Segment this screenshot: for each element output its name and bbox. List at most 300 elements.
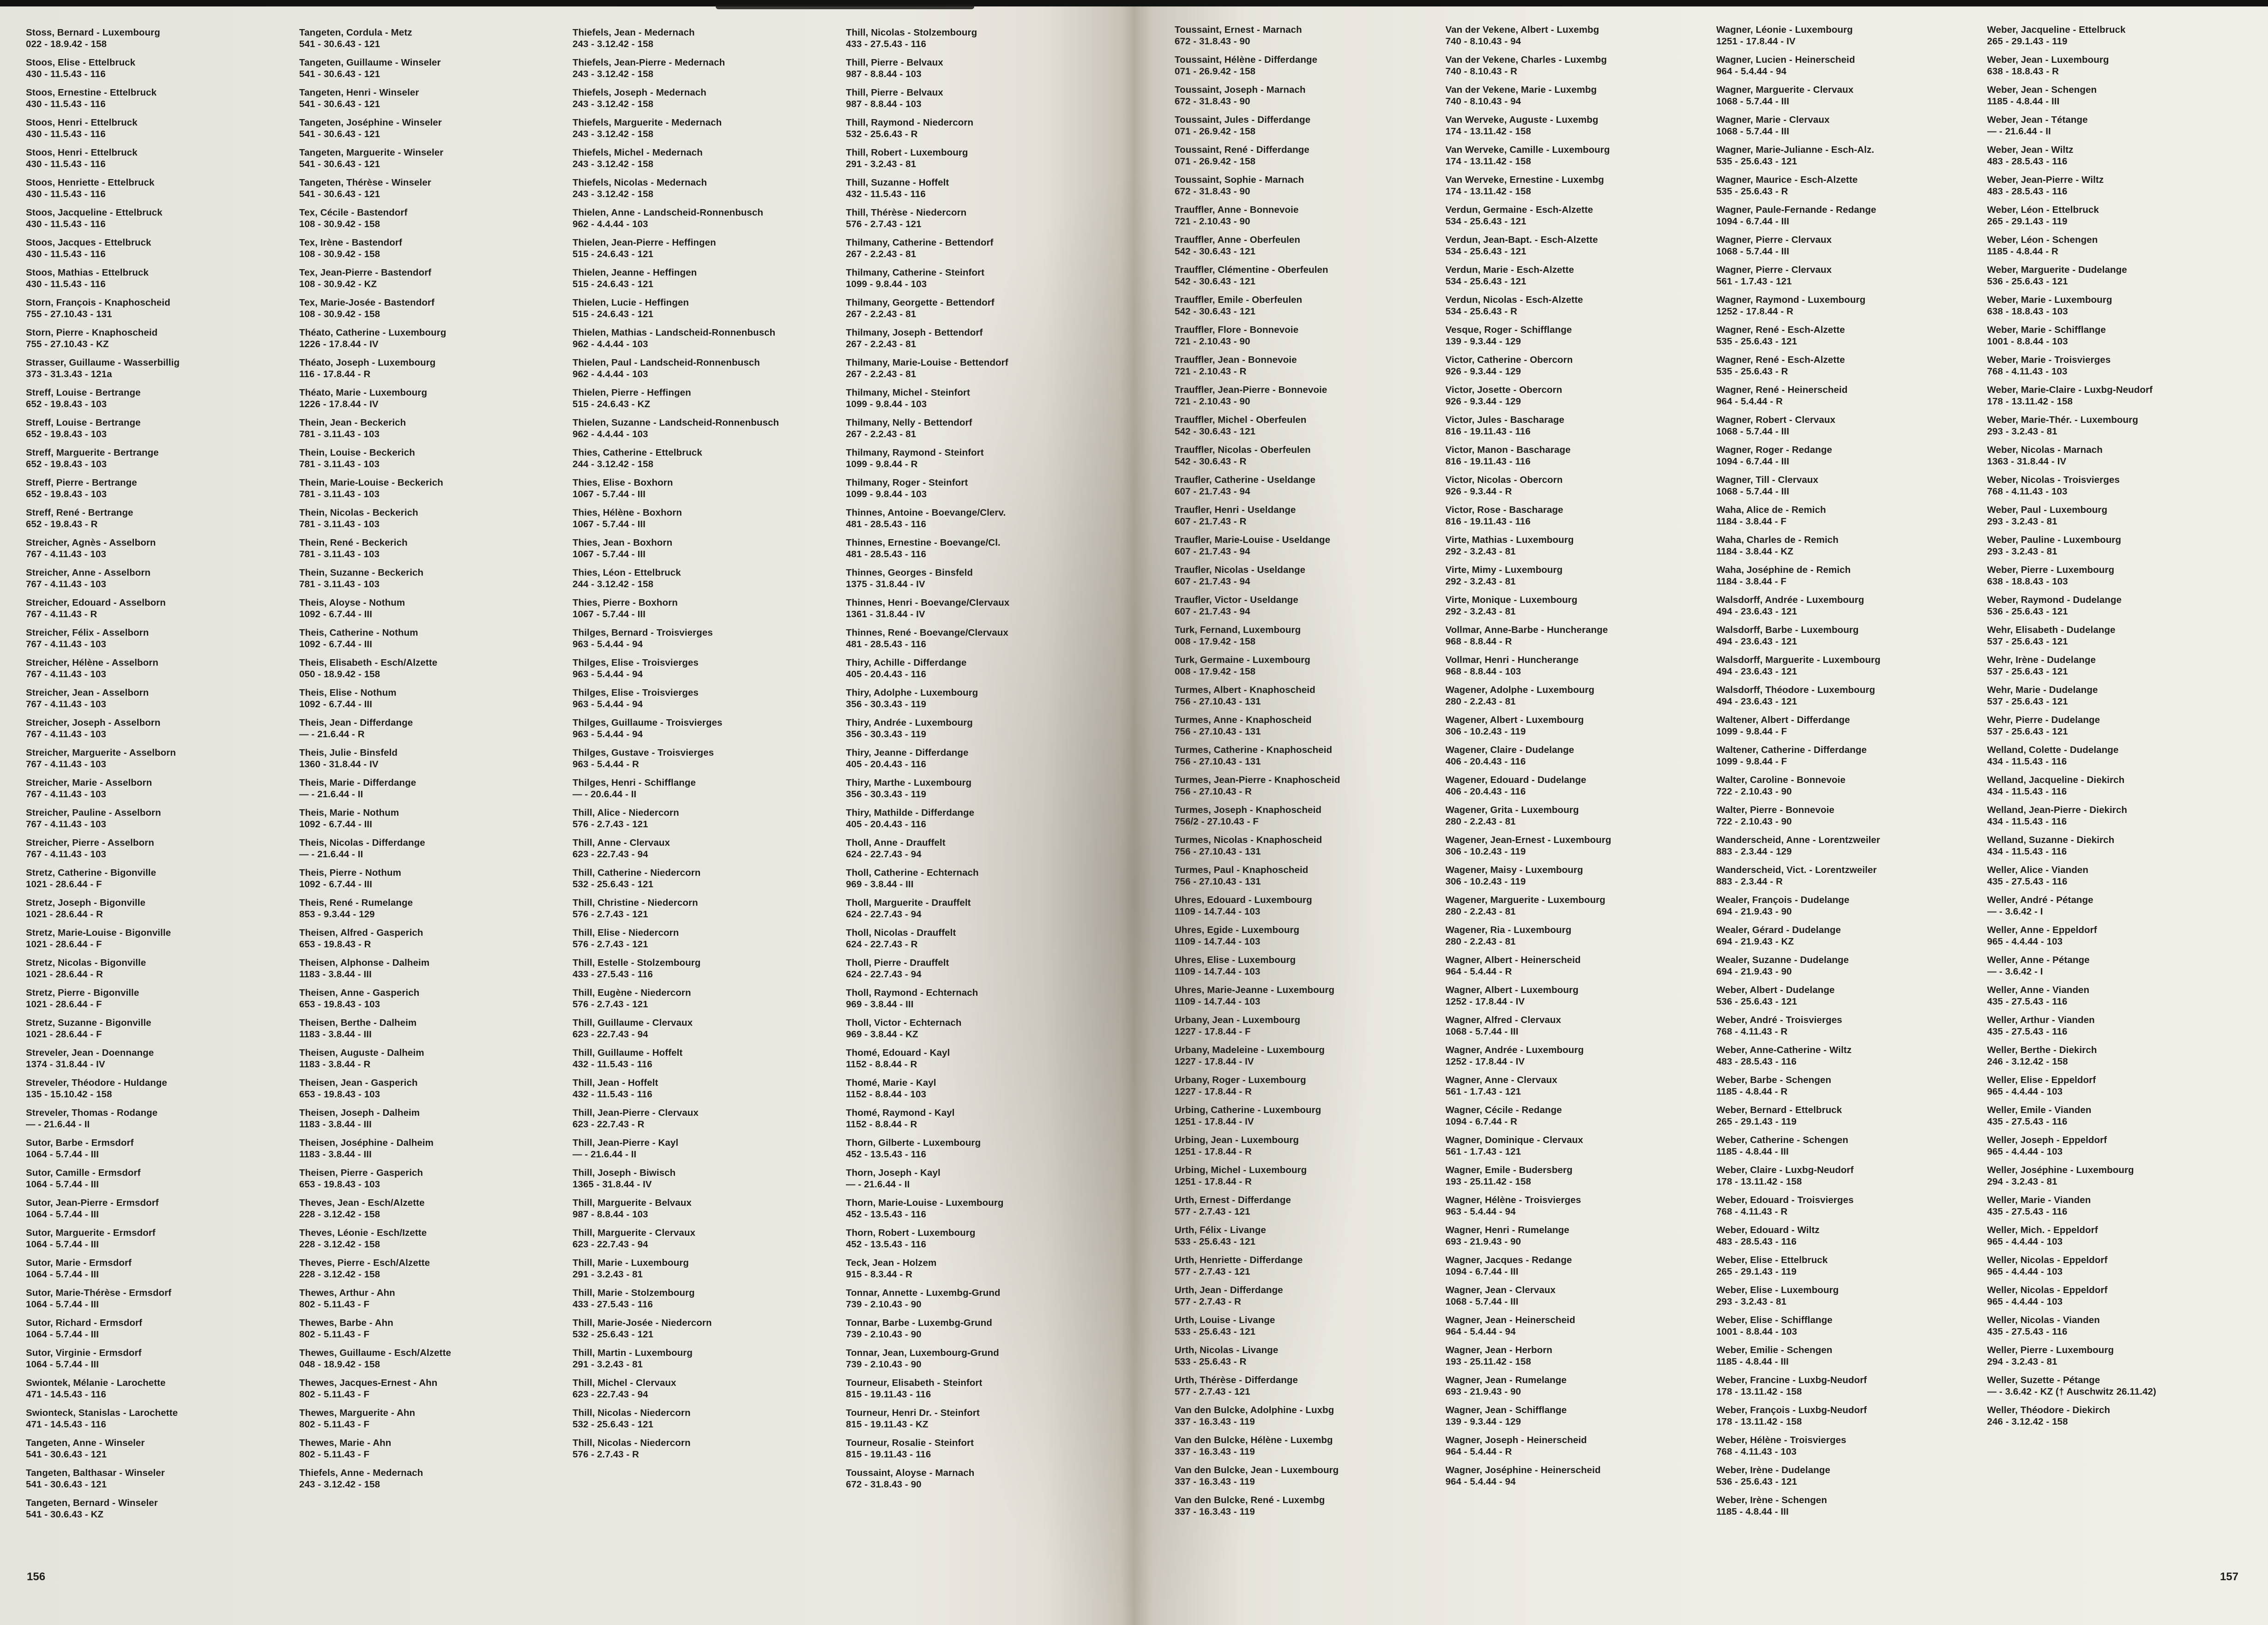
register-entry bbox=[1175, 1374, 1434, 1397]
register-entry bbox=[1446, 924, 1705, 947]
entry-number-date-camp: 435 - 27.5.43 - 116 bbox=[1987, 1026, 2068, 1037]
entry-number-date-camp: 1064 - 5.7.44 - III bbox=[26, 1359, 99, 1370]
register-entry bbox=[846, 1287, 1107, 1310]
entry-name-place: Thill, Pierre - Belvaux bbox=[846, 87, 943, 98]
entry-name-place: Thinnes, René - Boevange/Clervaux bbox=[846, 627, 1008, 638]
register-entry bbox=[846, 207, 1107, 230]
entry-number-date-camp: 139 - 9.3.44 - 129 bbox=[1445, 1416, 1521, 1427]
entry-number-date-camp: 781 - 3.11.43 - 103 bbox=[299, 579, 380, 590]
entry-number-date-camp: 781 - 3.11.43 - 103 bbox=[299, 489, 380, 500]
register-entry bbox=[1716, 834, 1975, 857]
entry-name-place: Tangeten, Cordula - Metz bbox=[299, 27, 412, 38]
entry-number-date-camp: 537 - 25.6.43 - 121 bbox=[1987, 636, 2068, 647]
entry-number-date-camp: 337 - 16.3.43 - 119 bbox=[1175, 1416, 1255, 1427]
entry-name-place: Streicher, Hélène - Asselborn bbox=[26, 657, 158, 668]
entry-name-place: Sutor, Marie - Ermsdorf bbox=[26, 1258, 132, 1268]
entry-number-date-camp: 048 - 18.9.42 - 158 bbox=[299, 1359, 380, 1370]
register-entry bbox=[26, 537, 287, 560]
entry-name-place: Wealer, François - Dudelange bbox=[1716, 895, 1850, 905]
entry-number-date-camp: 756 - 27.10.43 - 131 bbox=[1175, 726, 1261, 737]
register-entry bbox=[26, 567, 287, 590]
entry-number-date-camp: 434 - 11.5.43 - 116 bbox=[1987, 786, 2067, 797]
register-entry bbox=[299, 1407, 561, 1430]
entry-number-date-camp: 768 - 4.11.43 - 103 bbox=[1716, 1446, 1797, 1457]
entry-number-date-camp: 652 - 19.8.43 - 103 bbox=[26, 489, 107, 500]
entry-name-place: Storn, François - Knaphoscheid bbox=[26, 297, 170, 308]
register-entry bbox=[26, 777, 287, 800]
register-entry bbox=[1987, 534, 2246, 557]
entry-name-place: Weber, Claire - Luxbg-Neudorf bbox=[1716, 1165, 1854, 1175]
register-entry bbox=[1175, 444, 1434, 467]
entry-name-place: Thein, Louise - Beckerich bbox=[299, 447, 415, 458]
register-entry bbox=[1175, 474, 1434, 497]
register-entry bbox=[1987, 174, 2246, 197]
column-5 bbox=[1175, 24, 1434, 1545]
entry-name-place: Wagener, Edouard - Dudelange bbox=[1445, 775, 1586, 785]
entry-number-date-camp: 1092 - 6.7.44 - III bbox=[299, 879, 373, 890]
entry-number-date-camp: 174 - 13.11.42 - 158 bbox=[1445, 186, 1532, 197]
entry-number-date-camp: 964 - 5.4.44 - 94 bbox=[1445, 1476, 1516, 1487]
register-entry bbox=[26, 627, 287, 650]
register-entry bbox=[299, 327, 561, 350]
entry-name-place: Thill, Marie - Stolzembourg bbox=[573, 1288, 695, 1298]
entry-number-date-camp: 721 - 2.10.43 - 90 bbox=[1175, 336, 1250, 347]
entry-number-date-camp: 1361 - 31.8.44 - IV bbox=[846, 609, 925, 620]
entry-name-place: Théato, Marie - Luxembourg bbox=[299, 387, 428, 398]
entry-name-place: Weller, Emile - Vianden bbox=[1987, 1105, 2092, 1115]
entry-number-date-camp: 1068 - 5.7.44 - III bbox=[1716, 486, 1790, 497]
entry-name-place: Van der Vekene, Charles - Luxembg bbox=[1445, 54, 1607, 65]
pages-container bbox=[0, 6, 2268, 1625]
register-entry bbox=[1446, 504, 1705, 527]
entry-name-place: Thiry, Mathilde - Differdange bbox=[846, 807, 975, 818]
entry-number-date-camp: 193 - 25.11.42 - 158 bbox=[1445, 1356, 1532, 1367]
register-entry bbox=[1716, 1314, 1975, 1337]
entry-number-date-camp: 481 - 28.5.43 - 116 bbox=[846, 639, 927, 650]
register-entry bbox=[1716, 1194, 1975, 1217]
entry-name-place: Welland, Suzanne - Diekirch bbox=[1987, 835, 2115, 845]
entry-number-date-camp: 430 - 11.5.43 - 116 bbox=[26, 249, 106, 259]
entry-number-date-camp: 306 - 10.2.43 - 119 bbox=[1445, 726, 1526, 737]
entry-number-date-camp: 430 - 11.5.43 - 116 bbox=[26, 69, 106, 79]
entry-name-place: Van Werveke, Ernestine - Luxembg bbox=[1445, 175, 1604, 185]
entry-name-place: Thill, Guillaume - Hoffelt bbox=[573, 1047, 683, 1058]
entry-name-place: Streveler, Jean - Doennange bbox=[26, 1047, 154, 1058]
entry-number-date-camp: — - 21.6.44 - II bbox=[299, 849, 363, 860]
entry-name-place: Stretz, Catherine - Bigonville bbox=[26, 867, 157, 878]
entry-name-place: Thill, Michel - Clervaux bbox=[573, 1378, 676, 1388]
register-entry bbox=[1175, 594, 1434, 617]
register-entry bbox=[1175, 24, 1434, 47]
entry-number-date-camp: 534 - 25.6.43 - 121 bbox=[1445, 246, 1526, 257]
register-entry bbox=[26, 267, 287, 290]
entry-name-place: Thomé, Edouard - Kayl bbox=[846, 1047, 950, 1058]
entry-number-date-camp: 535 - 25.6.43 - R bbox=[1716, 186, 1788, 197]
register-entry bbox=[26, 177, 287, 200]
entry-name-place: Theis, Elisabeth - Esch/Alzette bbox=[299, 657, 438, 668]
entry-number-date-camp: 1365 - 31.8.44 - IV bbox=[573, 1179, 652, 1190]
entry-number-date-camp: 607 - 21.7.43 - 94 bbox=[1175, 576, 1250, 587]
entry-name-place: Weller, Anne - Pétange bbox=[1987, 955, 2090, 965]
entry-number-date-camp: 781 - 3.11.43 - 103 bbox=[299, 429, 380, 439]
entry-number-date-camp: 280 - 2.2.43 - 81 bbox=[1445, 816, 1516, 827]
register-entry bbox=[1175, 834, 1434, 857]
register-entry bbox=[1175, 1344, 1434, 1367]
entry-name-place: Wanderscheid, Anne - Lorentzweiler bbox=[1716, 835, 1880, 845]
entry-name-place: Thill, Catherine - Niedercorn bbox=[573, 867, 701, 878]
entry-number-date-camp: 008 - 17.9.42 - 158 bbox=[1175, 666, 1256, 677]
register-entry bbox=[299, 87, 561, 110]
entry-name-place: Théato, Catherine - Luxembourg bbox=[299, 327, 446, 338]
entry-number-date-camp: 964 - 5.4.44 - R bbox=[1716, 396, 1783, 407]
register-entry bbox=[846, 447, 1107, 470]
entry-number-date-camp: 515 - 24.6.43 - 121 bbox=[573, 309, 654, 319]
register-entry bbox=[1175, 804, 1434, 827]
entry-number-date-camp: 968 - 8.8.44 - 103 bbox=[1445, 666, 1521, 677]
register-entry bbox=[299, 1017, 561, 1040]
entry-number-date-camp: 435 - 27.5.43 - 116 bbox=[1987, 1206, 2068, 1217]
entry-name-place: Wagner, Marie - Clervaux bbox=[1716, 114, 1830, 125]
entry-number-date-camp: 802 - 5.11.43 - F bbox=[299, 1299, 370, 1310]
entry-name-place: Victor, Jules - Bascharage bbox=[1445, 415, 1564, 425]
entry-name-place: Thewes, Guillaume - Esch/Alzette bbox=[299, 1348, 452, 1358]
entry-name-place: Weller, Anne - Eppeldorf bbox=[1987, 925, 2097, 935]
entry-number-date-camp: 1068 - 5.7.44 - III bbox=[1445, 1026, 1519, 1037]
register-entry bbox=[1446, 1254, 1705, 1277]
entry-number-date-camp: 672 - 31.8.43 - 90 bbox=[846, 1479, 922, 1490]
register-entry bbox=[573, 237, 834, 260]
entry-name-place: Wagner, René - Esch-Alzette bbox=[1716, 325, 1845, 335]
entry-number-date-camp: 430 - 11.5.43 - 116 bbox=[26, 129, 106, 139]
entry-number-date-camp: 694 - 21.9.43 - 90 bbox=[1716, 966, 1792, 977]
entry-name-place: Urbing, Jean - Luxembourg bbox=[1175, 1135, 1299, 1145]
entry-name-place: Streicher, Félix - Asselborn bbox=[26, 627, 149, 638]
entry-number-date-camp: 1067 - 5.7.44 - III bbox=[573, 489, 646, 500]
entry-name-place: Wagner, Joséphine - Heinerscheid bbox=[1445, 1465, 1601, 1475]
register-entry bbox=[1446, 534, 1705, 557]
entry-name-place: Turmes, Nicolas - Knaphoscheid bbox=[1175, 835, 1322, 845]
entry-name-place: Stoos, Mathias - Ettelbruck bbox=[26, 267, 149, 278]
register-entry bbox=[846, 1407, 1107, 1430]
register-entry bbox=[1446, 1314, 1705, 1337]
entry-name-place: Traufler, Victor - Useldange bbox=[1175, 595, 1298, 605]
entry-name-place: Tangeten, Guillaume - Winseler bbox=[299, 57, 441, 68]
register-entry bbox=[26, 597, 287, 620]
entry-name-place: Thein, René - Beckerich bbox=[299, 537, 408, 548]
entry-number-date-camp: 108 - 30.9.42 - 158 bbox=[299, 249, 380, 259]
entry-name-place: Trauffler, Jean - Bonnevoie bbox=[1175, 355, 1297, 365]
register-entry bbox=[846, 1227, 1107, 1250]
entry-number-date-camp: 576 - 2.7.43 - 121 bbox=[573, 999, 648, 1010]
entry-name-place: Thein, Nicolas - Beckerich bbox=[299, 507, 418, 518]
register-entry bbox=[1987, 474, 2246, 497]
register-entry bbox=[26, 447, 287, 470]
register-entry bbox=[1987, 1314, 2246, 1337]
entry-name-place: Urth, Louise - Livange bbox=[1175, 1315, 1275, 1325]
register-entry bbox=[299, 627, 561, 650]
register-entry bbox=[1716, 414, 1975, 437]
entry-name-place: Weller, Théodore - Diekirch bbox=[1987, 1405, 2111, 1415]
entry-name-place: Thiry, Andrée - Luxembourg bbox=[846, 717, 973, 728]
entry-number-date-camp: 1226 - 17.8.44 - IV bbox=[299, 339, 379, 349]
entry-number-date-camp: 816 - 19.11.43 - 116 bbox=[1445, 456, 1531, 467]
entry-name-place: Trauffler, Clémentine - Oberfeulen bbox=[1175, 265, 1328, 275]
entry-number-date-camp: 693 - 21.9.43 - 90 bbox=[1445, 1236, 1521, 1247]
entry-number-date-camp: 767 - 4.11.43 - 103 bbox=[26, 849, 107, 860]
register-entry bbox=[573, 567, 834, 590]
column-3 bbox=[573, 27, 834, 1548]
register-entry bbox=[1446, 624, 1705, 647]
register-entry bbox=[1446, 84, 1705, 107]
entry-name-place: Thiefels, Joseph - Medernach bbox=[573, 87, 706, 98]
entry-number-date-camp: 623 - 22.7.43 - 94 bbox=[573, 1389, 648, 1400]
page-number-right: 157 bbox=[2220, 1571, 2238, 1583]
register-entry bbox=[1175, 144, 1434, 167]
entry-number-date-camp: 008 - 17.9.42 - 158 bbox=[1175, 636, 1256, 647]
register-entry bbox=[573, 1137, 834, 1160]
entry-name-place: Wagner, Jean - Herborn bbox=[1445, 1345, 1553, 1355]
entry-number-date-camp: 607 - 21.7.43 - 94 bbox=[1175, 546, 1250, 557]
entry-name-place: Wealer, Gérard - Dudelange bbox=[1716, 925, 1841, 935]
register-entry bbox=[26, 117, 287, 140]
entry-number-date-camp: 576 - 2.7.43 - 121 bbox=[846, 219, 922, 229]
register-entry bbox=[26, 1407, 287, 1430]
entry-number-date-camp: 623 - 22.7.43 - 94 bbox=[573, 1239, 648, 1250]
entry-name-place: Wehr, Marie - Dudelange bbox=[1987, 685, 2098, 695]
register-entry bbox=[1716, 984, 1975, 1007]
register-entry bbox=[1716, 594, 1975, 617]
entry-name-place: Storn, Pierre - Knaphoscheid bbox=[26, 327, 158, 338]
entry-name-place: Thielen, Anne - Landscheid-Ronnenbusch bbox=[573, 207, 764, 218]
entry-name-place: Uhres, Elise - Luxembourg bbox=[1175, 955, 1296, 965]
entry-number-date-camp: 781 - 3.11.43 - 103 bbox=[299, 549, 380, 560]
register-entry bbox=[846, 717, 1107, 740]
entry-name-place: Thinnes, Georges - Binsfeld bbox=[846, 567, 973, 578]
entry-number-date-camp: 542 - 30.6.43 - R bbox=[1175, 456, 1247, 467]
entry-name-place: Urbany, Madeleine - Luxembourg bbox=[1175, 1045, 1325, 1055]
entry-number-date-camp: 1099 - 9.8.44 - 103 bbox=[846, 489, 927, 500]
entry-number-date-camp: 1001 - 8.8.44 - 103 bbox=[1987, 336, 2068, 347]
column-7 bbox=[1716, 24, 1975, 1545]
entry-name-place: Theis, Elise - Nothum bbox=[299, 687, 397, 698]
entry-number-date-camp: 1227 - 17.8.44 - F bbox=[1175, 1026, 1251, 1037]
register-entry bbox=[26, 1077, 287, 1100]
register-entry bbox=[1446, 114, 1705, 137]
entry-number-date-camp: 561 - 1.7.43 - 121 bbox=[1445, 1146, 1521, 1157]
entry-number-date-camp: 815 - 19.11.43 - 116 bbox=[846, 1389, 931, 1400]
entry-name-place: Van der Vekene, Marie - Luxembg bbox=[1445, 84, 1597, 95]
entry-number-date-camp: 1251 - 17.8.44 - IV bbox=[1716, 36, 1796, 47]
entry-name-place: Streicher, Jean - Asselborn bbox=[26, 687, 149, 698]
entry-name-place: Thill, Nicolas - Stolzembourg bbox=[846, 27, 977, 38]
entry-number-date-camp: 1021 - 28.6.44 - R bbox=[26, 969, 103, 980]
entry-number-date-camp: 108 - 30.9.42 - 158 bbox=[299, 309, 380, 319]
entry-number-date-camp: 1064 - 5.7.44 - III bbox=[26, 1269, 99, 1280]
entry-number-date-camp: 1094 - 6.7.44 - R bbox=[1445, 1116, 1518, 1127]
entry-name-place: Thiry, Achille - Differdange bbox=[846, 657, 967, 668]
entry-name-place: Sutor, Marguerite - Ermsdorf bbox=[26, 1228, 156, 1238]
entry-name-place: Streicher, Marguerite - Asselborn bbox=[26, 747, 176, 758]
entry-number-date-camp: 1227 - 17.8.44 - R bbox=[1175, 1086, 1252, 1097]
register-entry bbox=[299, 657, 561, 680]
entry-name-place: Tonnar, Jean, Luxembourg-Grund bbox=[846, 1348, 999, 1358]
register-entry bbox=[1987, 84, 2246, 107]
entry-name-place: Tangeten, Bernard - Winseler bbox=[26, 1498, 158, 1508]
entry-name-place: Thewes, Marguerite - Ahn bbox=[299, 1408, 416, 1418]
entry-number-date-camp: 768 - 4.11.43 - 103 bbox=[1987, 486, 2068, 497]
register-entry bbox=[26, 297, 287, 320]
register-entry bbox=[299, 597, 561, 620]
entry-name-place: Thinnes, Henri - Boevange/Clervaux bbox=[846, 597, 1010, 608]
entry-number-date-camp: 494 - 23.6.43 - 121 bbox=[1716, 636, 1798, 647]
entry-number-date-camp: 293 - 3.2.43 - 81 bbox=[1716, 1296, 1787, 1307]
entry-number-date-camp: 577 - 2.7.43 - 121 bbox=[1175, 1386, 1250, 1397]
entry-name-place: Swionteck, Stanislas - Larochette bbox=[26, 1408, 178, 1418]
entry-name-place: Thill, Pierre - Belvaux bbox=[846, 57, 943, 68]
register-entry bbox=[26, 867, 287, 890]
entry-name-place: Theis, Aloyse - Nothum bbox=[299, 597, 405, 608]
entry-number-date-camp: 1068 - 5.7.44 - III bbox=[1716, 96, 1790, 107]
register-entry bbox=[1716, 54, 1975, 77]
entry-name-place: Thiefels, Anne - Medernach bbox=[299, 1468, 423, 1478]
entry-number-date-camp: 1183 - 3.8.44 - III bbox=[299, 969, 372, 980]
entry-number-date-camp: 267 - 2.2.43 - 81 bbox=[846, 339, 917, 349]
entry-number-date-camp: 624 - 22.7.43 - 94 bbox=[846, 909, 922, 920]
entry-name-place: Weller, Nicolas - Vianden bbox=[1987, 1315, 2100, 1325]
entry-number-date-camp: 1183 - 3.8.44 - III bbox=[299, 1029, 372, 1040]
entry-number-date-camp: 1252 - 17.8.44 - IV bbox=[1445, 996, 1525, 1007]
register-entry bbox=[26, 417, 287, 440]
column-1 bbox=[26, 27, 287, 1548]
entry-number-date-camp: 108 - 30.9.42 - 158 bbox=[299, 219, 380, 229]
entry-name-place: Wagner, Jean - Schifflange bbox=[1445, 1405, 1567, 1415]
register-entry bbox=[1716, 1494, 1975, 1517]
entry-number-date-camp: 767 - 4.11.43 - 103 bbox=[26, 699, 107, 710]
register-entry bbox=[299, 957, 561, 980]
entry-number-date-camp: 541 - 30.6.43 - 121 bbox=[299, 159, 380, 169]
register-entry bbox=[1175, 954, 1434, 977]
register-entry bbox=[1987, 444, 2246, 467]
register-entry bbox=[573, 177, 834, 200]
entry-number-date-camp: 267 - 2.2.43 - 81 bbox=[846, 309, 917, 319]
register-entry bbox=[1716, 924, 1975, 947]
register-entry bbox=[1446, 1224, 1705, 1247]
register-entry bbox=[1446, 1014, 1705, 1037]
register-entry bbox=[1175, 894, 1434, 917]
register-entry bbox=[1446, 1284, 1705, 1307]
register-entry bbox=[846, 87, 1107, 110]
entry-name-place: Wagner, Robert - Clervaux bbox=[1716, 415, 1836, 425]
register-entry bbox=[26, 897, 287, 920]
register-entry bbox=[846, 567, 1107, 590]
entry-number-date-camp: 653 - 19.8.43 - 103 bbox=[299, 1089, 380, 1100]
entry-name-place: Walter, Caroline - Bonnevoie bbox=[1716, 775, 1846, 785]
entry-name-place: Weber, Irène - Schengen bbox=[1716, 1495, 1828, 1505]
entry-number-date-camp: 174 - 13.11.42 - 158 bbox=[1445, 156, 1532, 167]
register-entry bbox=[846, 417, 1107, 440]
entry-number-date-camp: — - 3.6.42 - I bbox=[1987, 906, 2043, 917]
entry-number-date-camp: 280 - 2.2.43 - 81 bbox=[1445, 936, 1516, 947]
entry-name-place: Thiry, Adolphe - Luxembourg bbox=[846, 687, 978, 698]
entry-name-place: Welland, Jean-Pierre - Diekirch bbox=[1987, 805, 2128, 815]
entry-number-date-camp: 280 - 2.2.43 - 81 bbox=[1445, 906, 1516, 917]
entry-name-place: Wagner, Lucien - Heinerscheid bbox=[1716, 54, 1855, 65]
entry-number-date-camp: 576 - 2.7.43 - 121 bbox=[573, 819, 648, 830]
register-entry bbox=[573, 747, 834, 770]
register-entry bbox=[299, 1197, 561, 1220]
register-entry bbox=[1716, 534, 1975, 557]
register-entry bbox=[299, 267, 561, 290]
entry-number-date-camp: 541 - 30.6.43 - KZ bbox=[26, 1509, 104, 1520]
entry-name-place: Victor, Manon - Bascharage bbox=[1445, 445, 1571, 455]
entry-name-place: Theves, Jean - Esch/Alzette bbox=[299, 1198, 425, 1208]
register-entry bbox=[1446, 894, 1705, 917]
entry-name-place: Thilges, Gustave - Troisvierges bbox=[573, 747, 714, 758]
entry-number-date-camp: — - 20.6.44 - II bbox=[573, 789, 637, 800]
register-entry bbox=[26, 1287, 287, 1310]
entry-number-date-camp: 767 - 4.11.43 - R bbox=[26, 609, 97, 620]
register-entry bbox=[26, 507, 287, 530]
entry-number-date-camp: 1252 - 17.8.44 - IV bbox=[1445, 1056, 1525, 1067]
register-entry bbox=[573, 387, 834, 410]
entry-number-date-camp: 576 - 2.7.43 - 121 bbox=[573, 939, 648, 950]
entry-number-date-camp: — - 3.6.42 - I bbox=[1987, 966, 2043, 977]
entry-number-date-camp: 740 - 8.10.43 - 94 bbox=[1445, 36, 1521, 47]
entry-number-date-camp: 926 - 9.3.44 - R bbox=[1445, 486, 1512, 497]
entry-number-date-camp: 537 - 25.6.43 - 121 bbox=[1987, 726, 2068, 737]
register-entry bbox=[299, 987, 561, 1010]
entry-number-date-camp: — - 21.6.44 - II bbox=[26, 1119, 90, 1130]
entry-name-place: Weber, Léon - Ettelbruck bbox=[1987, 205, 2099, 215]
entry-name-place: Van den Bulcke, Hélène - Luxembg bbox=[1175, 1435, 1333, 1445]
entry-name-place: Weller, Nicolas - Eppeldorf bbox=[1987, 1285, 2108, 1295]
register-entry bbox=[1175, 1164, 1434, 1187]
entry-number-date-camp: 174 - 13.11.42 - 158 bbox=[1445, 126, 1532, 137]
entry-number-date-camp: 246 - 3.12.42 - 158 bbox=[1987, 1416, 2068, 1427]
entry-name-place: Thilmany, Michel - Steinfort bbox=[846, 387, 970, 398]
entry-number-date-camp: 802 - 5.11.43 - F bbox=[299, 1389, 370, 1400]
entry-name-place: Thill, Alice - Niedercorn bbox=[573, 807, 679, 818]
entry-name-place: Thill, Martin - Luxembourg bbox=[573, 1348, 693, 1358]
entry-number-date-camp: 433 - 27.5.43 - 116 bbox=[846, 39, 927, 49]
entry-number-date-camp: 768 - 4.11.43 - R bbox=[1716, 1206, 1788, 1217]
register-entry bbox=[26, 57, 287, 80]
entry-name-place: Thilmany, Catherine - Steinfort bbox=[846, 267, 984, 278]
entry-name-place: Streicher, Joseph - Asselborn bbox=[26, 717, 161, 728]
entry-name-place: Wanderscheid, Vict. - Lorentzweiler bbox=[1716, 865, 1877, 875]
entry-name-place: Stoos, Henri - Ettelbruck bbox=[26, 117, 138, 128]
entry-name-place: Streicher, Pauline - Asselborn bbox=[26, 807, 161, 818]
register-entry bbox=[1987, 834, 2246, 857]
entry-number-date-camp: 481 - 28.5.43 - 116 bbox=[846, 519, 927, 530]
entry-name-place: Toussaint, Hélène - Differdange bbox=[1175, 54, 1318, 65]
entry-name-place: Weller, Alice - Vianden bbox=[1987, 865, 2089, 875]
entry-number-date-camp: 1099 - 9.8.44 - 103 bbox=[846, 279, 927, 289]
register-entry bbox=[1175, 984, 1434, 1007]
entry-name-place: Verdun, Marie - Esch-Alzette bbox=[1445, 265, 1574, 275]
entry-name-place: Thill, Estelle - Stolzembourg bbox=[573, 957, 701, 968]
entry-number-date-camp: 638 - 18.8.43 - 103 bbox=[1987, 306, 2068, 317]
register-entry bbox=[1716, 804, 1975, 827]
register-entry bbox=[846, 687, 1107, 710]
entry-name-place: Thies, Léon - Ettelbruck bbox=[573, 567, 681, 578]
entry-number-date-camp: 542 - 30.6.43 - 121 bbox=[1175, 306, 1256, 317]
register-entry bbox=[26, 1437, 287, 1460]
register-entry bbox=[846, 507, 1107, 530]
entry-number-date-camp: 430 - 11.5.43 - 116 bbox=[26, 189, 106, 199]
entry-name-place: Turk, Fernand, Luxembourg bbox=[1175, 625, 1301, 635]
entry-number-date-camp: 1183 - 3.8.44 - III bbox=[299, 1119, 372, 1130]
